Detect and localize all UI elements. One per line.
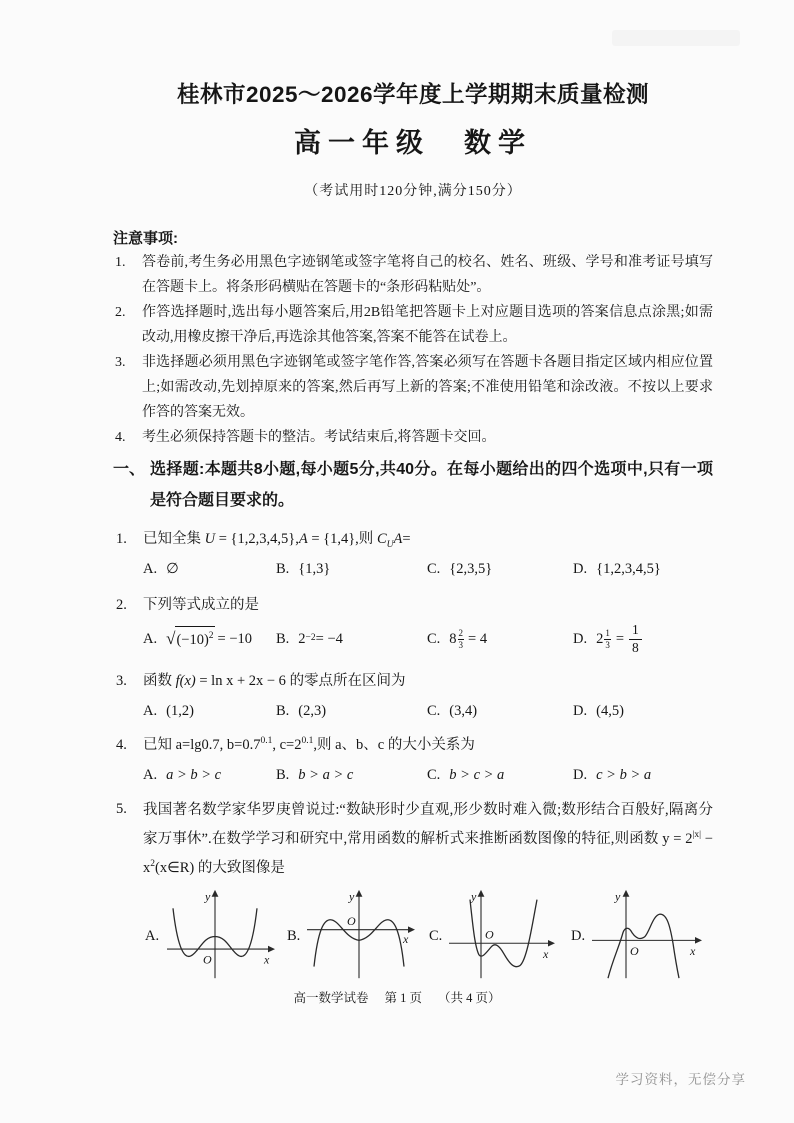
footer-total-pages: （共 4 页） [438, 991, 501, 1005]
option-value: b > c > a [449, 767, 505, 783]
notice-item-2 [113, 300, 713, 350]
origin-label: O [203, 952, 212, 967]
option-value: (1,2) [166, 703, 194, 719]
x-axis-arrow-icon [408, 926, 415, 933]
notice-item-text: 答卷前,考生务必用黑色字迹钢笔或签字笔将自己的校名、姓名、班级、学号和准考证号填写在答题卡上。将条形码横贴在答题卡的“条形码粘贴处”。 [142, 255, 713, 295]
notice-item-number: 3. [115, 355, 126, 370]
x-axis-arrow-icon [695, 937, 702, 944]
fraction: $\frac{1}{8}$ [629, 622, 642, 657]
x-axis-label: x [264, 952, 270, 967]
option-value: ∅ [166, 561, 179, 577]
option-value: (3,4) [449, 703, 478, 719]
notice-item-3 [113, 350, 713, 425]
option-d: D. c > b > a [573, 767, 652, 783]
question-stem: 函数 f(x) = ln x + 2x − 6 的零点所在区间为 [143, 673, 406, 689]
footer-exam-name: 高一数学试卷 [293, 991, 369, 1005]
question-stem: 已知全集 U = {1,2,3,4,5},A = {1,4},则 $C_UA=$ [143, 531, 411, 550]
origin-label: O [347, 913, 356, 928]
notice-item-number: 1. [115, 255, 126, 270]
question-stem: 我国著名数学家华罗庚曾说过:“数缺形时少直观,形少数时难入微;数形结合百般好,隔离分家万事休”.在数学学习和研究中,常用函数的解析式来推断函数图像的特征,则函数 $y = 2^{|x|}$ − $x^2(x\in R)$ 的大致图像是 [143, 802, 713, 876]
option-d: D. {1,2,3,4,5} [573, 561, 661, 577]
option-b: B. (2,3) [276, 703, 327, 719]
notice-item-text: 非选择题必须用黑色字迹钢笔或签字笔作答,答案必须写在答题卡各题目指定区域内相应位置上;如需改动,先划掉原来的答案,然后再写上新的答案;不准使用铅笔和涂改液。不按以上要求作答的答案无效。 [142, 355, 713, 420]
notice-heading: 注意事项: [113, 230, 178, 247]
y-axis-arrow-icon [212, 890, 219, 897]
option-value: b > a > c [298, 767, 354, 783]
function-curve [608, 914, 679, 978]
graph-options-row [145, 887, 713, 984]
question-2 [113, 592, 713, 660]
y-axis-label: y [471, 889, 477, 904]
sqrt-icon: √ [166, 629, 176, 648]
question-number: 5. [116, 801, 127, 817]
option-label: B. [287, 927, 301, 944]
question-stem: 下列等式成立的是 [143, 597, 259, 613]
options-row [143, 556, 713, 582]
function-graph-d [586, 887, 706, 984]
x-axis-label: x [543, 946, 549, 961]
question-3 [113, 668, 713, 724]
page-title: 桂林市2025～2026学年度上学期期末质量检测 [176, 82, 650, 107]
option-value: a > b > c [166, 767, 222, 783]
question-number: 4. [116, 737, 127, 753]
option-c: C. b > c > a [427, 767, 505, 783]
function-graph-b [301, 887, 421, 984]
option-value: {1,3} [298, 561, 331, 577]
section-marker: 一、 [113, 461, 146, 478]
option-b: B. {1,3} [276, 561, 331, 577]
option-label: C. [429, 927, 443, 944]
option-a: A. √ $(-10)^2$ = −10 [143, 626, 276, 653]
option-c: C. (3,4) [427, 703, 478, 719]
option-value: c > b > a [596, 767, 652, 783]
page-footer [0, 988, 794, 1006]
question-stem: 已知 a=lg0.7, $b=0.7^{0.1}$, $c=2^{0.1}$,则 a、b、c 的大小关系为 [143, 736, 475, 753]
watermark-text: 学习资料，无偿分享 [615, 1072, 746, 1087]
option-d: D. (4,5) [573, 703, 624, 719]
page-subtitle: 高一年级 数学 [294, 128, 532, 158]
exponent-fraction: $\frac{2}{3}$ [458, 628, 464, 650]
option-c: C. {2,3,5} [427, 561, 493, 577]
origin-label: O [630, 944, 639, 958]
question-number: 3. [116, 673, 127, 689]
notice-item-number: 4. [115, 430, 126, 445]
option-value: {1,2,3,4,5} [596, 561, 661, 577]
question-1 [113, 526, 713, 582]
option-a: A. (1,2) [143, 703, 194, 719]
function-graph-a [160, 887, 280, 984]
options-row [143, 618, 713, 660]
options-row [143, 698, 713, 724]
graph-option-b [287, 887, 429, 984]
y-axis-arrow-icon [623, 890, 630, 897]
exponent-fraction: $\frac{1}{3}$ [605, 628, 610, 650]
notice-item-text: 考生必须保持答题卡的整洁。考试结束后,将答题卡交回。 [142, 430, 496, 445]
x-axis-arrow-icon [268, 946, 275, 953]
y-axis-arrow-icon [478, 890, 485, 897]
graph-option-c [429, 887, 571, 984]
notice-item-text: 作答选择题时,选出每小题答案后,用2B铅笔把答题卡上对应题目选项的答案信息点涂黑;如需改动,用橡皮擦干净后,再选涂其他答案,答案不能答在试卷上。 [142, 305, 713, 345]
option-c: C. 8 $\frac{2}{3}$ = 4 [427, 628, 488, 650]
option-d: D. 2 $\frac{1}{3}$ = $\frac{1}{8}$ [573, 622, 713, 657]
section-1-heading [113, 454, 713, 516]
section-heading-text: 选择题:本题共8小题,每小题5分,共40分。在每小题给出的四个选项中,只有一项是符合题目要求的。 [150, 461, 713, 509]
option-b: B. b > a > c [276, 767, 354, 783]
option-value: {2,3,5} [449, 561, 493, 577]
options-row [143, 762, 713, 788]
x-axis-arrow-icon [548, 940, 555, 947]
question-number: 1. [116, 531, 127, 547]
graph-option-a [145, 887, 287, 984]
notice-item-number: 2. [115, 305, 126, 320]
option-value: (2,3) [298, 703, 327, 719]
page-content [113, 0, 713, 984]
option-label: A. [145, 927, 160, 944]
notice-item-1 [113, 250, 713, 300]
notice-item-4 [113, 425, 713, 450]
graph-option-d [571, 887, 713, 984]
question-4 [113, 732, 713, 788]
option-label: D. [571, 927, 586, 944]
function-graph-c [443, 887, 563, 984]
question-number: 2. [116, 597, 127, 613]
y-axis-arrow-icon [356, 890, 363, 897]
option-a: A. ∅ [143, 561, 179, 577]
y-axis-label: y [349, 889, 355, 904]
origin-label: O [485, 927, 494, 942]
option-b: B. 2 −2 = −4 [276, 631, 343, 647]
question-5 [113, 796, 713, 984]
x-axis-label: x [690, 944, 696, 958]
y-axis-label: y [205, 889, 211, 904]
radicand: $(-10)^2$ [175, 626, 214, 653]
exam-info: （考试用时120分钟,满分150分） [304, 184, 522, 199]
footer-page-number: 第 1 页 [384, 991, 422, 1005]
x-axis-label: x [403, 932, 409, 947]
option-a: A. a > b > c [143, 767, 222, 783]
option-value: (4,5) [596, 703, 624, 719]
y-axis-label: y [615, 889, 621, 904]
function-curve [470, 900, 537, 967]
